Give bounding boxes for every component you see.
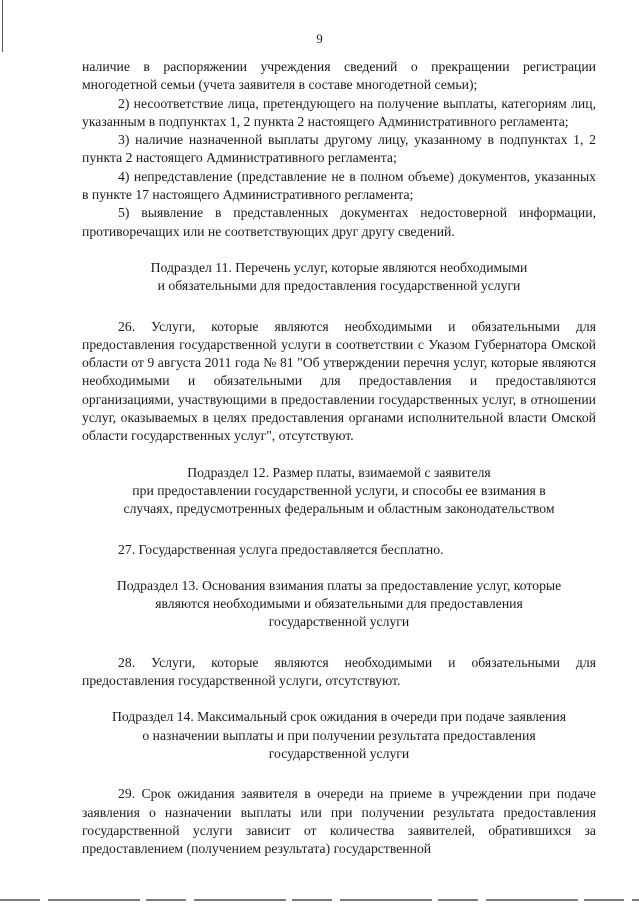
section-12-heading-line-3: случаях, предусмотренных федеральным и областным законодательством [123,501,555,517]
section-11-heading-line-2: и обязательными для предоставления государственной услуги [157,278,521,294]
section-11-heading-line-1: Подраздел 11. Перечень услуг, которые являются необходимыми [150,259,528,275]
section-14-heading-line-2: о назначении выплаты и при получении результата предоставления [142,727,536,743]
document-body [82,58,596,858]
list-item-3: 3) наличие назначенной выплаты другому лицу, указанному в подпунктах 1, 2 пункта 2 настоящего Административного регламента; [82,132,596,166]
page-number: 9 [316,31,323,46]
section-13-heading-line-3: государственной услуги [268,614,410,630]
list-item-5: 5) выявление в представленных документах недостоверной информации, противоречащих или не соответствующих друг другу сведений. [82,205,596,239]
section-12-heading-line-2: при предоставлении государственной услуги, и способы ее взимания в [132,482,546,498]
section-11-heading [82,259,596,296]
paragraph-28: 28. Услуги, которые являются необходимыми и обязательными для предоставления государственной услуги, отсутствуют. [82,654,596,689]
paragraph-29: 29. Срок ожидания заявителя в очереди на приеме в учреждении при подаче заявления о назначении выплаты или при получении результата предоставления государственной услуги зависит от количества заявителей, обратившихся за предоставлением (получением результата) государственной [82,786,596,857]
section-13-heading [82,577,596,632]
paragraph-continuation: наличие в распоряжении учреждения сведений о прекращении регистрации многодетной семьи (учета заявителя в составе многодетной семьи); [82,59,596,93]
list-item-2: 2) несоответствие лица, претендующего на получение выплаты, категориям лиц, указанным в подпунктах 1, 2 пункта 2 настоящего Административного регламента; [82,95,596,129]
section-12-heading [82,464,596,519]
list-item-4: 4) непредставление (представление не в полном объеме) документов, указанных в пункте 17 настоящего Административного регламента; [82,168,596,203]
section-14-heading-line-1: Подраздел 14. Максимальный срок ожидания в очереди при подаче заявления [111,709,567,725]
paragraph-26: 26. Услуги, которые являются необходимыми и обязательными для предоставления государственной услуги в соответствии с Указом Губернатора Омской области от 9 августа 2011 года № 81 "Об утверждении перечня услуг, которые являются необходимыми и обязательными для предоставления и предоставляются организациями, участвующими в предоставлении государственных услуг, в отношении услуг, оказываемых в целях предоставления органами исполнительной власти Омской области государственных услуг", отсутствуют. [82,318,596,444]
section-14-heading-line-3: государственной услуги [268,745,410,761]
section-13-heading-line-1: Подраздел 13. Основания взимания платы за предоставление услуг, которые [116,577,562,593]
scan-bottom-edge [0,899,639,901]
section-14-heading [82,708,596,763]
section-12-heading-line-1: Подраздел 12. Размер платы, взимаемой с заявителя [187,464,491,480]
section-13-heading-line-2: являются необходимыми и обязательными для предоставления [155,596,523,612]
paragraph-27: 27. Государственная услуга предоставляется бесплатно. [118,541,444,557]
